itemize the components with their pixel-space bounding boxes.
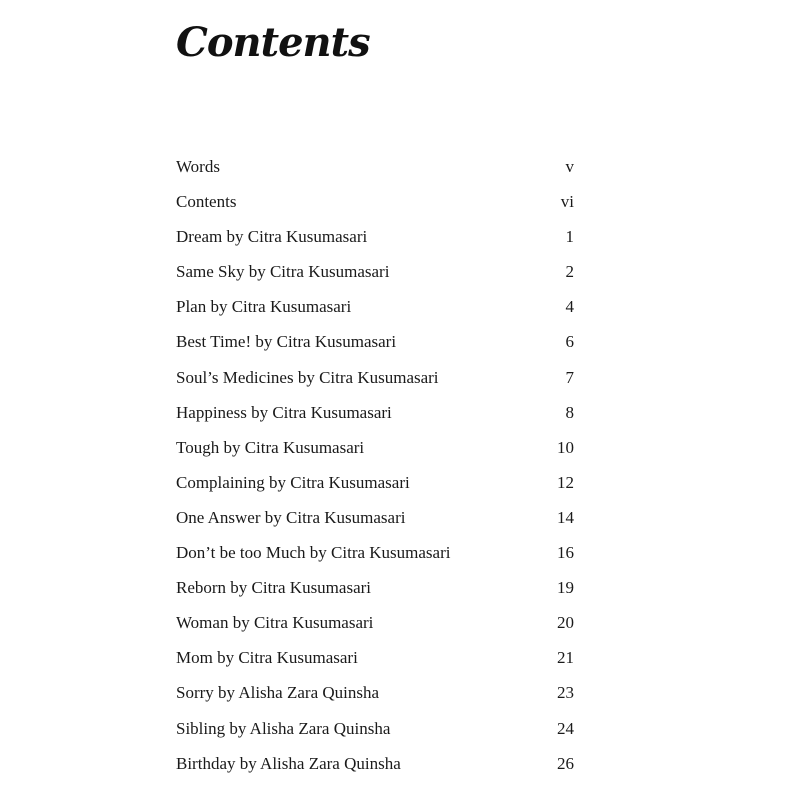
toc-entry: [176, 605, 574, 640]
toc-entry: [176, 675, 574, 710]
toc-entry-page: 20: [557, 613, 574, 633]
toc-entry: [176, 360, 574, 395]
toc-entry: [176, 430, 574, 465]
toc-entry-title: Soul’s Medicines by Citra Kusumasari: [176, 367, 439, 387]
toc-entry: [176, 149, 574, 184]
toc-entry-page: 8: [565, 402, 574, 422]
toc-entry-title: Don’t be too Much by Citra Kusumasari: [176, 543, 451, 563]
toc-entry: [176, 746, 574, 781]
toc-entry-title: Sorry by Alisha Zara Quinsha: [176, 683, 380, 703]
toc-entry-title: Plan by Citra Kusumasari: [176, 297, 352, 317]
toc-entry-title: Sibling by Alisha Zara Quinsha: [176, 718, 391, 738]
toc-entry: [176, 465, 574, 500]
toc-entry-page: 14: [557, 507, 574, 527]
toc-entry: [176, 640, 574, 675]
table-of-contents: [176, 149, 574, 781]
toc-entry-page: 7: [565, 367, 574, 387]
toc-entry: [176, 219, 574, 254]
toc-entry-page: 24: [557, 718, 574, 738]
toc-entry-title: Words: [176, 157, 220, 176]
toc-entry-page: v: [565, 157, 574, 176]
toc-entry-page: 2: [565, 262, 574, 282]
toc-entry-title: Contents: [176, 192, 237, 212]
toc-entry-page: 16: [557, 543, 574, 563]
toc-entry-title: Complaining by Citra Kusumasari: [176, 472, 410, 492]
toc-entry-page: 1: [565, 227, 574, 247]
toc-entry: [176, 254, 574, 289]
toc-entry-page: 12: [557, 472, 574, 492]
toc-entry: [176, 711, 574, 746]
toc-entry-title: Dream by Citra Kusumasari: [176, 227, 368, 247]
toc-entry-title: Reborn by Citra Kusumasari: [176, 578, 371, 598]
toc-entry: [176, 289, 574, 324]
toc-entry-title: Birthday by Alisha Zara Quinsha: [176, 753, 401, 773]
contents-page: [176, 0, 574, 811]
toc-entry: [176, 535, 574, 570]
toc-entry-title: One Answer by Citra Kusumasari: [176, 507, 406, 527]
toc-entry-page: 19: [557, 578, 574, 598]
toc-entry: [176, 324, 574, 359]
toc-entry-page: 26: [557, 753, 574, 773]
toc-entry-page: 10: [557, 437, 574, 457]
toc-entry-page: 6: [565, 332, 574, 352]
toc-entry: [176, 500, 574, 535]
toc-entry-page: vi: [560, 192, 574, 212]
toc-entry-page: 21: [557, 648, 574, 668]
toc-entry-title: Best Time! by Citra Kusumasari: [176, 332, 397, 352]
toc-entry-title: Happiness by Citra Kusumasari: [176, 402, 392, 422]
toc-entry-title: Woman by Citra Kusumasari: [176, 613, 374, 633]
page-title: Contents: [176, 19, 370, 66]
toc-entry: [176, 184, 574, 219]
toc-entry-title: Tough by Citra Kusumasari: [176, 437, 365, 457]
toc-entry-page: 23: [557, 683, 574, 703]
toc-entry-page: 4: [565, 297, 574, 317]
toc-entry: [176, 395, 574, 430]
toc-entry-title: Mom by Citra Kusumasari: [176, 648, 358, 668]
toc-entry-title: Same Sky by Citra Kusumasari: [176, 262, 390, 282]
toc-entry: [176, 570, 574, 605]
